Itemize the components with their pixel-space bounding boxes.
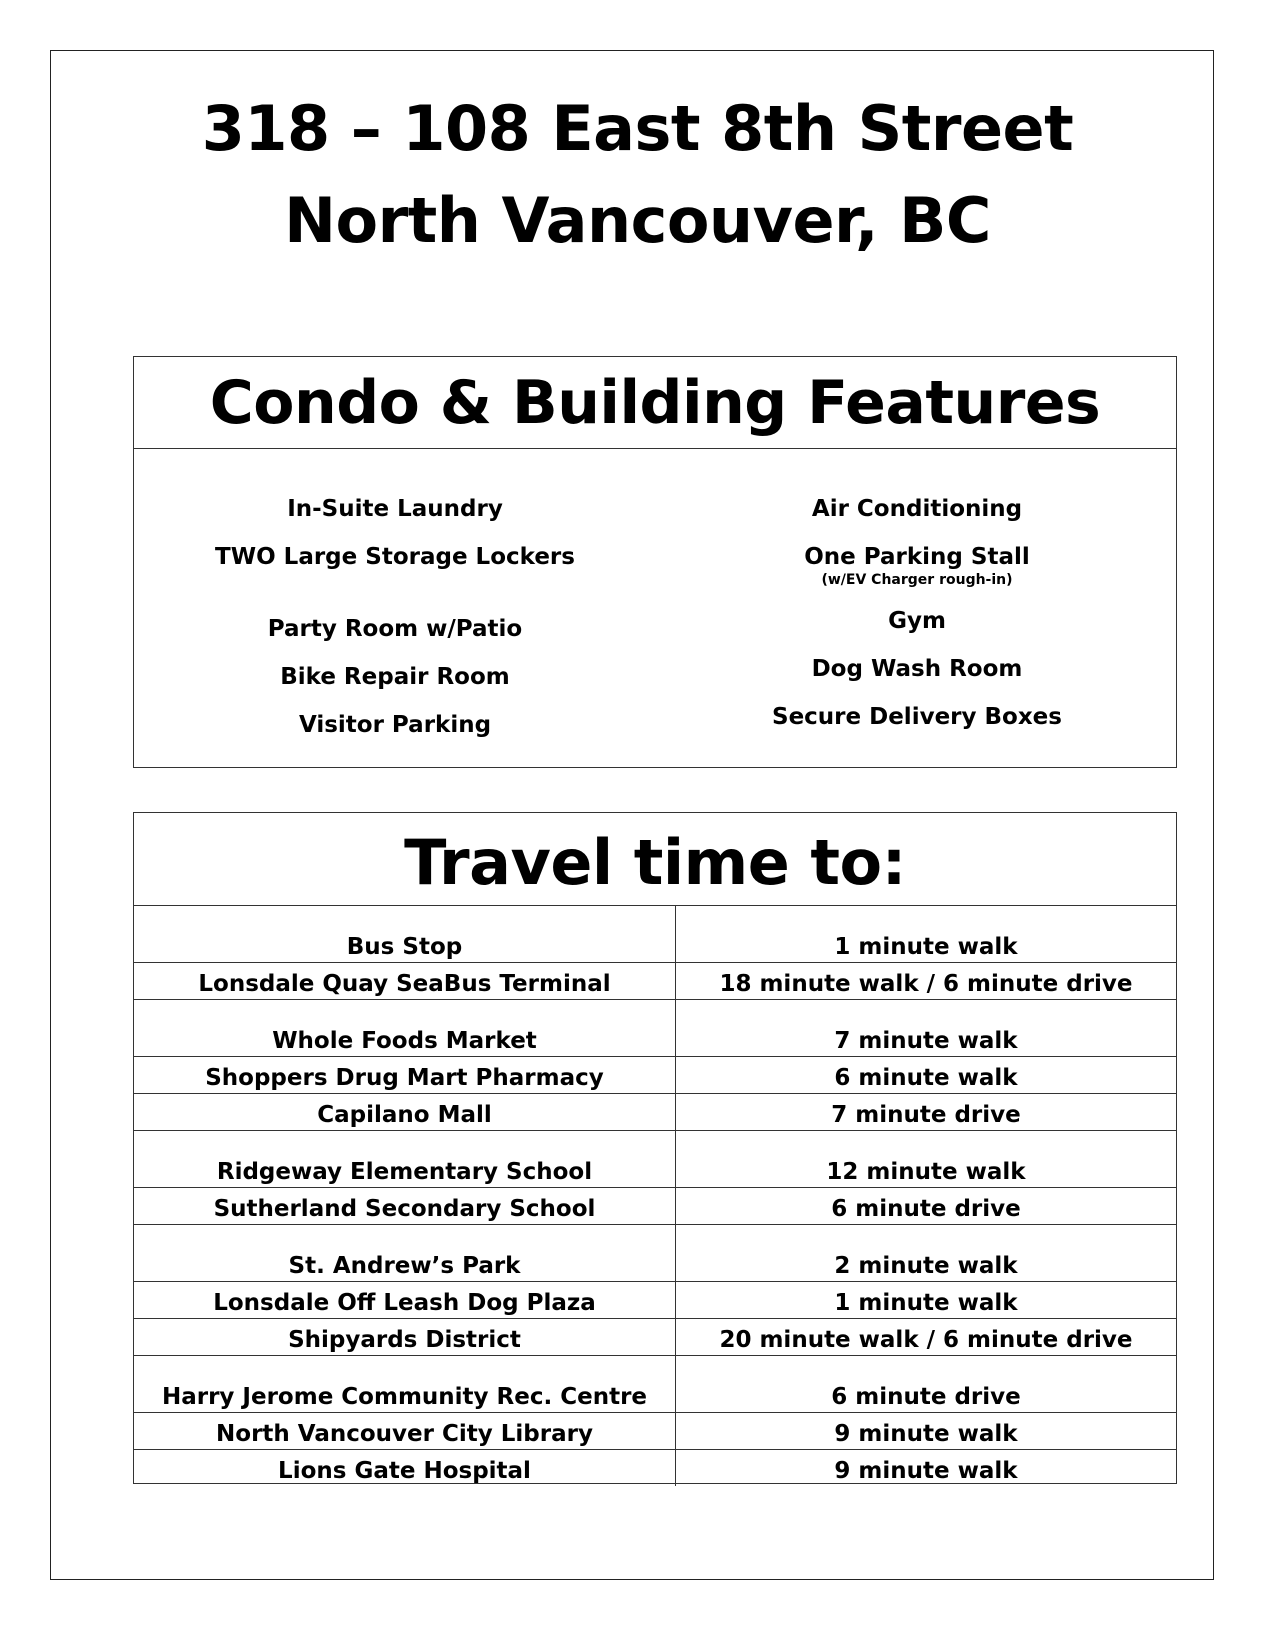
feature-item: One Parking Stall [804, 544, 1030, 570]
travel-table [134, 906, 1176, 1486]
travel-time-cell: 9 minute walk [676, 1413, 1177, 1450]
travel-time-cell: 1 minute walk [676, 906, 1177, 963]
destination-cell: St. Andrew’s Park [134, 1225, 676, 1282]
feature-item: TWO Large Storage Lockers [215, 544, 575, 570]
destination-cell: Harry Jerome Community Rec. Centre [134, 1356, 676, 1413]
destination-cell: Capilano Mall [134, 1094, 676, 1131]
destination-cell: Sutherland Secondary School [134, 1188, 676, 1225]
table-row [134, 906, 1176, 963]
table-row [134, 1282, 1176, 1319]
table-row [134, 1319, 1176, 1356]
address-line-1: 318 – 108 East 8th Street [201, 92, 1074, 165]
table-row [134, 1450, 1176, 1487]
travel-time-cell: 1 minute walk [676, 1282, 1177, 1319]
address-line-2: North Vancouver, BC [284, 184, 991, 257]
travel-time-cell: 9 minute walk [834, 1458, 1018, 1484]
destination-cell: Whole Foods Market [134, 1000, 676, 1057]
destination-cell: North Vancouver City Library [134, 1413, 676, 1450]
travel-title: Travel time to: [134, 813, 1176, 906]
table-row [134, 1356, 1176, 1413]
feature-item: In-Suite Laundry [287, 496, 503, 522]
features-box [133, 356, 1177, 768]
table-row [134, 963, 1176, 1000]
table-row [134, 1057, 1176, 1094]
features-left-column [134, 485, 656, 749]
travel-time-cell: 7 minute walk [676, 1000, 1177, 1057]
feature-item: Gym [888, 608, 946, 634]
feature-note: (w/EV Charger rough-in) [821, 572, 1013, 588]
travel-time-cell: 20 minute walk / 6 minute drive [676, 1319, 1177, 1356]
feature-item: Air Conditioning [811, 496, 1023, 522]
destination-cell: Ridgeway Elementary School [134, 1131, 676, 1188]
destination-cell: Lions Gate Hospital [134, 1450, 676, 1487]
feature-item: Bike Repair Room [280, 664, 510, 690]
table-row [134, 1188, 1176, 1225]
table-row [134, 1000, 1176, 1057]
travel-time-cell: 6 minute drive [676, 1356, 1177, 1413]
table-row [134, 1225, 1176, 1282]
destination-cell: Lonsdale Quay SeaBus Terminal [134, 963, 676, 1000]
features-right-column [656, 485, 1178, 741]
destination-cell: Shipyards District [134, 1319, 676, 1356]
feature-item: Visitor Parking [298, 712, 492, 738]
travel-box [133, 812, 1177, 1484]
destination-cell: Shoppers Drug Mart Pharmacy [134, 1057, 676, 1094]
feature-item: Secure Delivery Boxes [772, 704, 1062, 730]
travel-time-cell: 12 minute walk [676, 1131, 1177, 1188]
table-row [134, 1094, 1176, 1131]
destination-cell: Bus Stop [134, 906, 676, 963]
travel-time-cell: 18 minute walk / 6 minute drive [676, 963, 1177, 1000]
travel-time-cell: 2 minute walk [676, 1225, 1177, 1282]
features-title: Condo & Building Features [134, 357, 1176, 449]
travel-time-cell: 6 minute drive [676, 1188, 1177, 1225]
table-row [134, 1131, 1176, 1188]
destination-cell: Lonsdale Off Leash Dog Plaza [134, 1282, 676, 1319]
feature-item: Party Room w/Patio [267, 616, 523, 642]
table-row [134, 1413, 1176, 1450]
travel-time-cell: 7 minute drive [676, 1094, 1177, 1131]
feature-item: Dog Wash Room [811, 656, 1023, 682]
travel-time-cell: 6 minute walk [676, 1057, 1177, 1094]
